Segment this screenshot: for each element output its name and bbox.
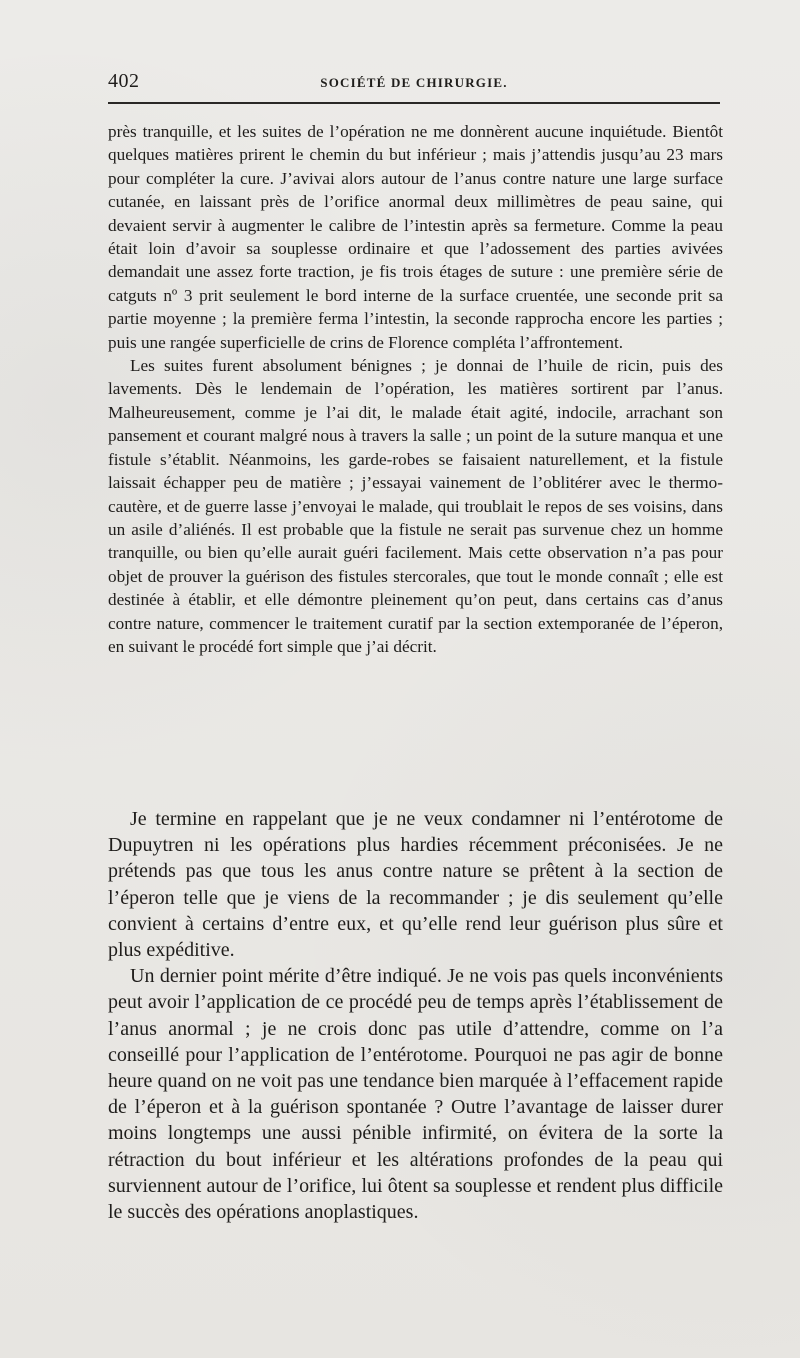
paragraph-final-point: Un dernier point mérite d’être indiqué. Je ne vois pas quels inconvénients peut avoir l’application de ce procédé peu de temps après l’établissement de l’anus anormal ; je ne crois donc pas utile d’attendre, comme on l’a conseillé pour l’application de l’entérotome. Pourquoi ne pas agir de bonne heure quand on ne voit pas une tendance bien marquée à l’effacement rapide de l’éperon et à la guérison spontanée ? Outre l’avantage de laisser durer moins longtemps une aussi pénible infirmité, on évitera de la sorte la rétraction du bout inférieur et les altérations profondes de la peau qui surviennent autour de l’orifice, lui ôtent sa souplesse et rendent plus difficile le succès des opérations anoplastiques. (108, 965, 723, 1224)
paragraph-suites: Les suites furent absolument bénignes ; je donnai de l’huile de ricin, puis des lavements. Dès le lendemain de l’opération, les matières sortirent par l’anus. Malheureusement, comme je l’ai dit, le malade était agité, indocile, arrachant son pansement et courant malgré nous à travers la salle ; un point de la suture manqua et une fistule s’établit. Néanmoins, les garde-robes se faisaient naturellement, et la fistule laissait échapper peu de matière ; j’essayai vainement de l’oblitérer avec le thermo-cautère, et de guerre lasse j’envoyai le malade, qui troublait le repos de ses voisins, dans un asile d’aliénés. Il est probable que la fistule ne serait pas survenue chez un homme tranquille, ou bien qu’elle aurait guéri facilement. Mais cette observation n’a pas pour objet de prouver la guérison des fistules stercorales, que tout le monde connaît ; elle est destinée à établir, et elle démontre pleinement qu’on peut, dans certains cas d’anus contre nature, commencer le traitement curatif par la section extemporanée de l’éperon, en suivant le procédé fort simple que j’ai décrit. (108, 356, 723, 656)
small-text-section (108, 120, 723, 658)
paragraph-conclusion: Je termine en rappelant que je ne veux condamner ni l’entérotome de Dupuytren ni les opérations plus hardies récemment préconisées. Je ne prétends pas que tous les anus contre nature se prêtent à la section de l’éperon telle que je viens de la recommander ; je dis seulement qu’elle convient à certains d’entre eux, et qu’elle rend leur guérison plus sûre et plus expéditive. (108, 808, 723, 962)
page-number: 402 (108, 70, 140, 92)
page-header (108, 70, 720, 100)
paragraph-continuation: près tranquille, et les suites de l’opération ne me donnèrent aucune inquiétude. Bientôt quelques matières prirent le chemin du but inférieur ; mais j’attendis jusqu’au 23 mars pour compléter la cure. J’avivai alors autour de l’anus contre nature une large surface cutanée, en laissant près de l’orifice anormal deux millimètres de peau saine, qui devaient servir à augmenter le calibre de l’intestin après sa fermeture. Comme la peau était loin d’avoir sa souplesse ordinaire et que l’adossement des parties avivées demandait une assez forte traction, je fis trois étages de suture : une première série de catguts nº 3 prit seulement le bord interne de la surface cruentée, une seconde prit sa partie moyenne ; la première ferma l’intestin, la seconde rapprocha encore les parties ; puis une rangée superficielle de crins de Florence compléta l’affrontement. (108, 122, 723, 352)
header-rule (108, 102, 720, 104)
running-title: SOCIÉTÉ DE CHIRURGIE. (320, 75, 508, 90)
large-text-section (108, 806, 723, 1225)
